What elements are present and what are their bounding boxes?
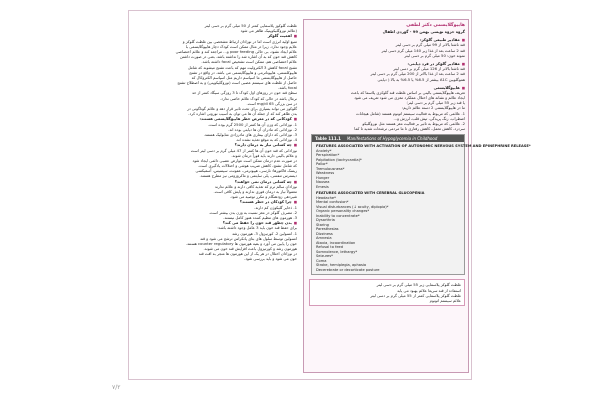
right-column <box>309 23 531 306</box>
text-line: علائم ایجاد نشود، بی حالی poor feeding و... مراجعه کند و علائم اختصاصی <box>175 48 297 54</box>
text-line: نوزادان سالم ترم که تغذیه کافی دارند و علائم ندارند <box>214 183 297 189</box>
section-title: ■ هایپوگلایسمی <box>309 85 465 90</box>
header-group: گروه حزوه نویسی بهمن 99 - گوردی اطفال <box>382 29 465 34</box>
text-line: اضطراب، رنگ پریدگی، تپش قلب، لرزش و... <box>393 115 465 121</box>
text-line: تشنج focal کاهش 3 الکترولیت مهم که باعث تشنج میشوند که شامل <box>187 64 297 70</box>
table-item: Visual disturbances (↓ acuity, diplopia)* <box>316 204 389 209</box>
text-line: سطح قند خون در روزهای اول کودک تا 3 روزگی سیگاد کمتر از حد <box>191 90 297 96</box>
text-line: قند ناشتا بالاتر از 99 میلی گرم بر دسی لیتر <box>395 42 465 48</box>
section-title: ■ چرا کودکان در خطر هستند؟ <box>137 199 297 204</box>
text-line: معمولاً نیاز به درمان فوری ندارند و پایش کافی است. <box>213 189 297 194</box>
text-line: (علائم نوروگلیکوپنیک ظاهر می شود <box>240 28 297 34</box>
section-title: ■ کودکانی که در معرض خطر هایپوگلایسمی هستند: <box>137 116 297 121</box>
table-item: Coma <box>316 258 327 263</box>
text-line: 1. علائمی که مربوط به فعالیت سیستم اتونوم هستند (شامل هیجانات <box>356 110 465 116</box>
text-line: دیسترس تنفسی، پلی سایتمی و ماکروزومی نیز مطرح هستند. <box>199 173 297 179</box>
section-title: ■ مقادیر طبیعی گلوکز: <box>309 37 465 42</box>
document-page <box>128 10 531 380</box>
text-line: علائم اختصاصی هم، ممکن است تشخیص focal داشته باشد. <box>201 59 297 65</box>
table-item: Ataxia, incoordination <box>316 240 356 245</box>
text-line: نرمال باشد در حالی که کودک علائم خاصی ندارد. <box>219 95 297 101</box>
table-item: Paresthesias <box>316 227 339 232</box>
text-line: بدن ظاهر کند که از جمله آن ها می توان به آسیب نورونی اشاره کرد. <box>188 111 297 117</box>
text-line: ایجاد علائم و نشانه های اختلال عملکرد مغزی می شود تعریف می شود <box>354 95 465 101</box>
section-title: ■ اهمیت گلوکز <box>137 33 297 38</box>
text-line: یا قند زیر 55 میلی گرم بر دسی لیتر؛ <box>406 100 465 106</box>
table-item: Refusal to feed <box>316 245 344 250</box>
table-section-title: FEATURES ASSOCIATED WITH ACTIVATION OF AUTONOMIC NERVOUS SYSTEM AND EPINEPHRINE RELEASE* <box>316 144 531 149</box>
page-number: ٧/٢ <box>112 384 121 391</box>
table-item: Stroke, hemiplegia, aphasia <box>316 263 367 268</box>
text-line: گلوکوز می تواند بسیاری برای تحت تاثیر قرار دهد و علائم گوناگونی در <box>187 106 297 111</box>
text-line: خون می شود و باید بررسی شود. <box>244 256 297 262</box>
table-item: Amnesia <box>316 236 332 241</box>
text-line: قند 2 ساعت بعد از غذا بالاتر از 200 میلی گرم بر دسی لیتر <box>370 71 465 77</box>
text-line: که شامل تشنج، کاهش ضریب هوشی و اختلالات یادگیری است. <box>198 163 297 169</box>
text-line: سردرد، کاهش تحمل، کاهش رفتاری تا ما مردمی ترشحات شدید تا کما <box>354 126 465 132</box>
text-line: 3. نوزادانی که دارای بیماری های مادرزادی متابولیک هستند. <box>203 131 297 137</box>
text-line: استفاده از قند سریعا علائم بهبود می یابد <box>397 287 461 293</box>
text-line: 3. هورمون های تنظیم کننده هنوز کامل نیستند. <box>223 214 297 220</box>
text-line: انسولین توسط سلول های بتای پانکراس ترشح می شود و قند <box>200 235 297 241</box>
text-line: حاصل از هایپوگلایسمی ما اسپاسم داریم مثل اسپاسم الکتروکال که <box>191 74 297 80</box>
table-item: Emesis <box>316 184 329 189</box>
section-title: ■ چه کسانی درمان نمی خواهند؟ <box>137 179 297 184</box>
text-line: تعریف هایپوگلایسمی بالینی بر اساس غلظت قند گلوکزی پلاسما که باعث <box>350 89 465 95</box>
text-line: 1. انسولین 2. کورتیزول 3. هورمون رشد <box>232 230 297 236</box>
text-line: و علائم بالینی دارند باید فوراً درمان شوند. <box>231 152 297 158</box>
table-header <box>312 135 464 142</box>
text-line: هورمون رشد و کورتیزول باعث افزایش قند خون می شوند. <box>203 246 297 252</box>
section-title: ■ مقادیر گلوکز در فرد دیابتی: <box>309 61 465 66</box>
table-item: Nausea <box>316 180 330 185</box>
text-line: نوزادانی که قند خون آن ها کمتر از 47 میلی گرم بر دسی لیتر است <box>190 147 297 153</box>
table-title: Manifestations of Hypoglycemia in Childhood <box>346 136 438 142</box>
table-item: Headache* <box>316 195 336 200</box>
table-item: Staring <box>316 222 329 227</box>
table-item: Anxiety* <box>316 148 332 153</box>
table-item: Hunger <box>316 175 330 180</box>
text-line: در نوزادان اختلال در هر یک از این هورمون ها منجر به افت قند <box>198 251 297 257</box>
table-item: Dysarthria <box>316 218 335 223</box>
text-line: نمونه خون: 50 میلی گرم بر دسی لیتر <box>404 52 465 58</box>
text-line: کاهش قند خون که به آن اشاره شد را نداشته باشد. بعنی در صورت داشتن <box>179 54 297 60</box>
table-item: Seizures* <box>316 254 333 259</box>
table-item: Organic personality changes* <box>316 209 370 214</box>
table-item: Dizziness <box>316 231 333 236</box>
manifestations-table <box>311 134 531 275</box>
text-line: منبع اولیه انرژی است اما در نوزادان ارتباط مشخصی بین غلظت گلوکز و <box>182 38 297 44</box>
section-title: ■ بدن چطور قند خون را حفظ می کند؟ <box>137 220 297 225</box>
text-line: غلظت گلوکز پلاسمایی زیر 55 میلی گرم بر دسی لیتر <box>376 282 461 288</box>
text-line: در صورت عدم درمان ممکن است عوارض عصبی دائمی ایجاد شود <box>192 157 297 163</box>
table-item: Weakness <box>316 171 335 176</box>
text-line: علائم سیستم اتونوم <box>429 297 461 303</box>
text-line: برای حفظ قند خون باید 3 عامل وجود داشته باشد: <box>217 225 297 231</box>
table-item: Tremulousness* <box>316 166 345 171</box>
text-line: 2. نوزادانی که مادران آن ها دیابتی بوده اند. <box>228 126 297 132</box>
text-line: در سن بزرگی mg/dl 65 است. <box>246 100 297 106</box>
text-line: قند 2 ساعت بعد از غذا زیر 140 میلی گرم دسی لیتر <box>381 47 465 53</box>
left-column <box>137 23 297 262</box>
text-line: 1. ذخایر گلیکوژن کم دارند. <box>254 204 297 210</box>
text-line: حاصل از غلظت های سیستم عصبی است (نوروگلیکوپنی) و به اصطلاح تشنج <box>177 80 297 86</box>
text-line: 1. نوزادانی که وزن آن ها کمتر از 2500 گرم بوده است. <box>207 121 297 127</box>
text-line: 2. مصرف گلوکز در مغز نسبت به وزن بدن بیشتر است. <box>208 209 297 215</box>
text-line: غلظت گلوکوز پلاسمایی کمتر از 50 میلی گرم بر دسی لیتر <box>204 23 297 28</box>
text-line: 4. نوزادانی که به موقع تغذیه نشده اند. <box>235 137 297 143</box>
summary-box <box>309 279 465 306</box>
text-line: focal باشد. <box>278 85 297 91</box>
text-line: 2. علائمی که مربوط به تاثیر بر فعالیت مغز هستند مثل نوروگلیکو <box>362 121 465 126</box>
text-line: ریسک فاکتورها: نارسی، هیپوترمی، عفونت، سپسیس، آسفیکسی <box>195 168 297 174</box>
text-line: شیردهی زودهنگام و مکرر توصیه می شود. <box>229 194 297 200</box>
text-line: خون را پایین می آورد و بقیه هورمون ها counter regulatory هستند. <box>185 240 297 246</box>
table-item: Somnolence, lethargy* <box>316 249 358 254</box>
text-line: قند ناشتا بالاتر از 126 میلی گرم بر دسی لیتر <box>393 66 465 72</box>
table-item: Pallor* <box>316 162 328 167</box>
table-item: Mental confusion* <box>316 200 349 205</box>
text-line: هایپوکلسمی، هایپوناترمی و هایپوگلایسمی می باشد. در واقع در تشنج <box>189 69 297 75</box>
header-name: هایپوگلایسمی دکتر لطفی <box>406 23 465 28</box>
text-line: علایم وجود ندارد. زیرا در مثال ممکن است کودک دچار هایپوگلایسمی با <box>185 43 297 49</box>
text-line: هموگلوبین A1C بیشتر از 6.5% یا 6.5% به بالا ( دیابتی <box>377 76 465 82</box>
table-item: Decerebrate or decorticate posture <box>316 267 380 272</box>
table-number: Table 111.1 <box>315 136 341 142</box>
table-item: Perspiration* <box>316 153 340 158</box>
text-line: ما در هایپوگلایسمی 2 دسته علائم داریم: <box>401 105 465 111</box>
section-title: ■ چه کسانی نیاز به درمان دارند؟ <box>137 142 297 147</box>
table-item: Inability to concentrate* <box>316 213 360 218</box>
text-line: غلظت گلوکز پلاسمایی کمتر از 55 میلی گرم بر دسی لیتر <box>370 292 461 298</box>
table-section-title: FEATURES ASSOCIATED WITH CEREBRAL GLUCOPENIA <box>316 191 425 196</box>
table-item: Palpitation (tachycardia)* <box>316 157 362 162</box>
